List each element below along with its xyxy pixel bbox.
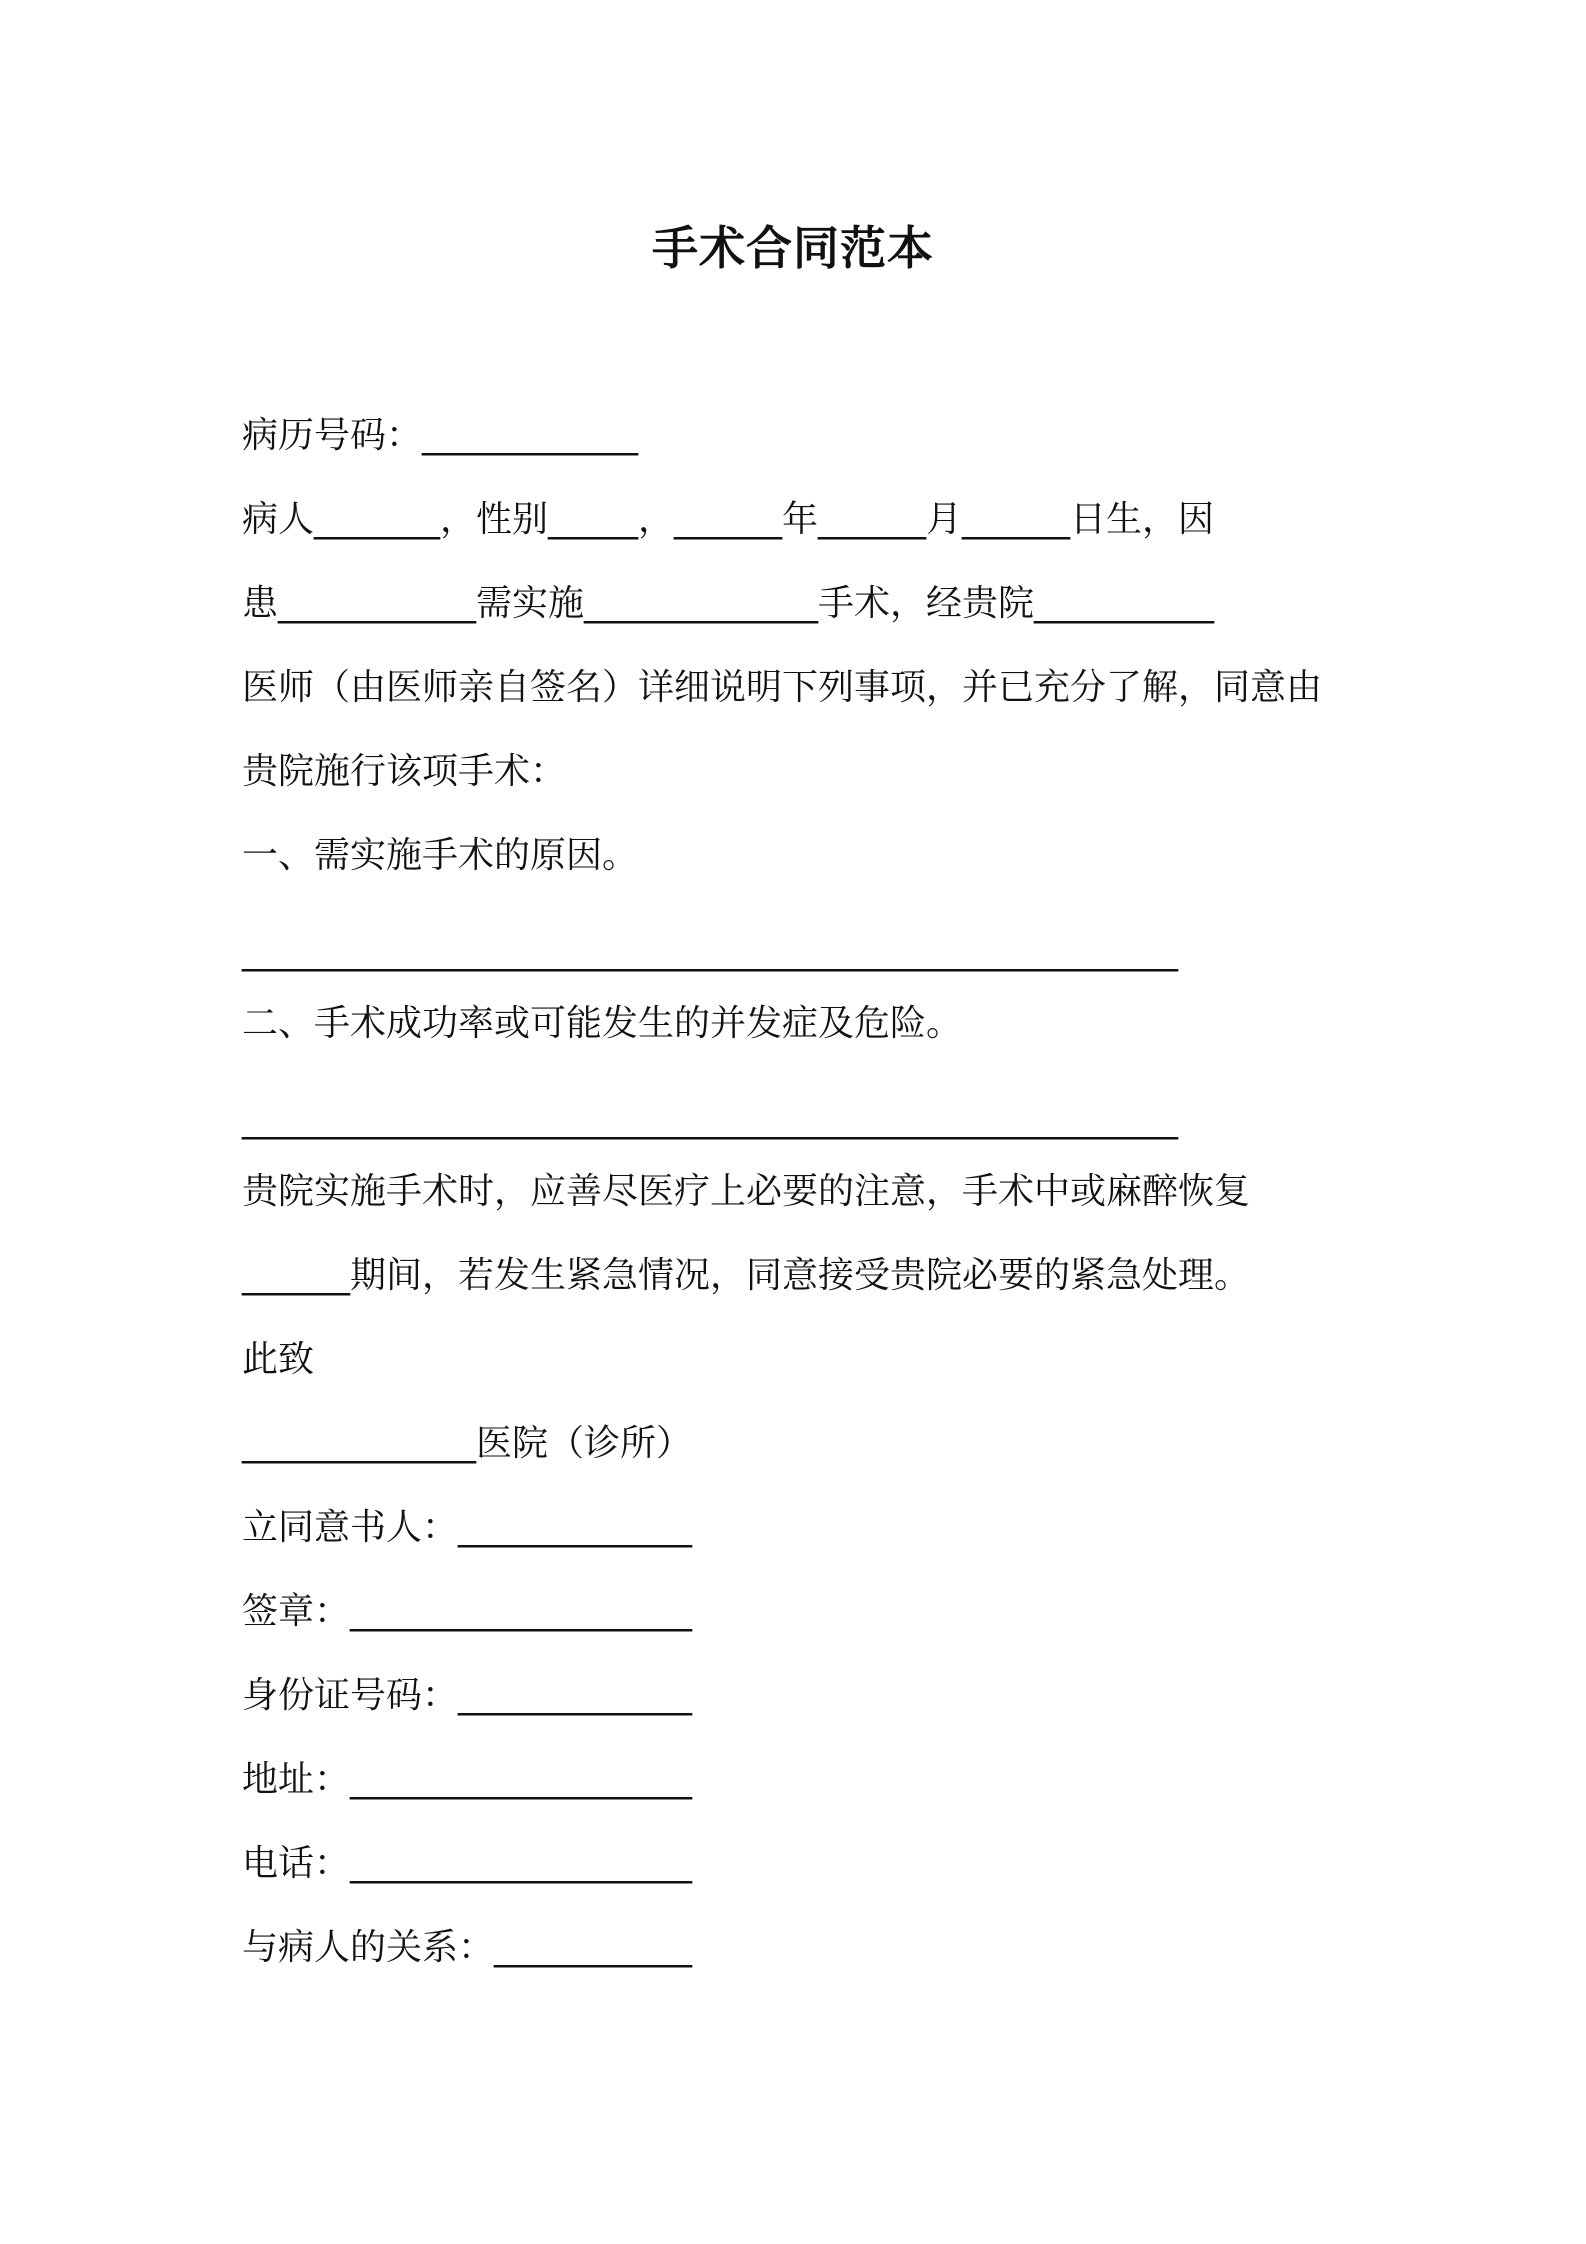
patient-info-line: 病人_______，性别_____，______年______月______日生，因 [242,499,1215,540]
diagnosis-line: 患___________需实施_____________手术，经贵院__________ [242,583,1215,624]
hospital-name-line: _____________医院（诊所） [242,1423,693,1464]
emergency-clause-line-2: ______期间，若发生紧急情况，同意接受贵院必要的紧急处理。 [242,1255,1251,1296]
section-one-blank: ____________________________________________________ [242,931,1178,972]
medical-record-number-line: 病历号码：____________ [242,415,639,456]
salutation: 此致 [242,1339,315,1380]
address-line: 地址：___________________ [242,1759,693,1800]
document-title: 手术合同范本 [652,221,934,275]
relationship-line: 与病人的关系：___________ [242,1927,693,1968]
consenter-line: 立同意书人：_____________ [242,1507,693,1548]
phone-line: 电话：___________________ [242,1843,693,1884]
emergency-clause-line-1: 贵院实施手术时，应善尽医疗上必要的注意，手术中或麻醉恢复 [242,1171,1251,1212]
section-two-blank: ____________________________________________________ [242,1099,1178,1140]
section-one-heading: 一、需实施手术的原因。 [242,835,639,876]
signature-line: 签章：___________________ [242,1591,693,1632]
section-two-heading: 二、手术成功率或可能发生的并发症及危险。 [242,1003,963,1044]
id-number-line: 身份证号码：_____________ [242,1675,693,1716]
physician-statement-line: 医师（由医师亲自签名）详细说明下列事项，并已充分了解，同意由 [242,667,1323,708]
consent-line: 贵院施行该项手术： [242,751,567,792]
